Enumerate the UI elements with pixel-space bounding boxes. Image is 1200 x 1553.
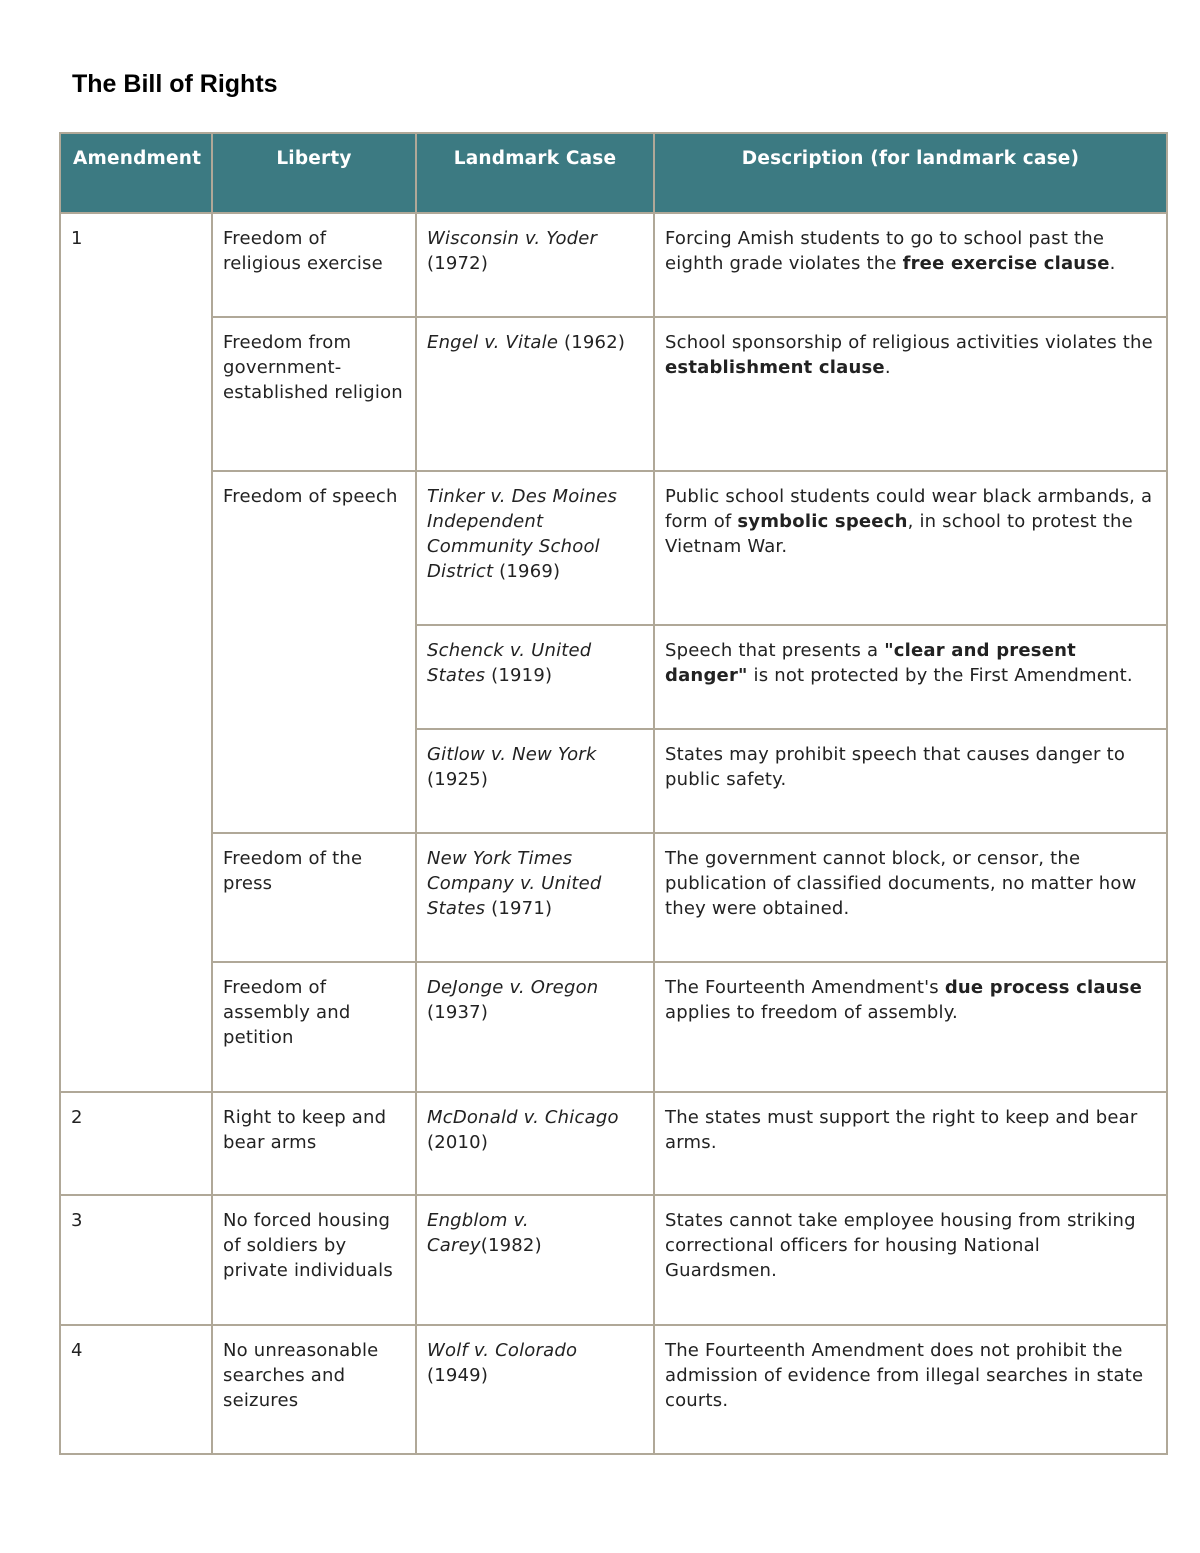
description-text: applies to freedom of assembly. xyxy=(665,1002,958,1023)
case-cell xyxy=(416,1325,654,1454)
case-cell xyxy=(416,317,654,471)
liberty-cell: No forced housing of soldiers by private individuals xyxy=(212,1195,416,1325)
description-text: States may prohibit speech that causes danger to public safety. xyxy=(665,744,1126,790)
description-cell xyxy=(654,1092,1167,1195)
case-name: McDonald v. Chicago xyxy=(427,1107,619,1128)
description-term: symbolic speech xyxy=(737,511,908,532)
description-text: Speech that presents a xyxy=(665,640,885,661)
description-text: The Fourteenth Amendment's xyxy=(665,977,945,998)
description-text: The government cannot block, or censor, the publication of classified documents, no matter how they were obtained. xyxy=(665,848,1137,919)
liberty-cell: Freedom from government-established religion xyxy=(212,317,416,471)
case-name: DeJonge v. Oregon xyxy=(427,977,599,998)
amendment-cell: 3 xyxy=(60,1195,212,1325)
liberty-cell: No unreasonable searches and seizures xyxy=(212,1325,416,1454)
liberty-cell: Freedom of religious exercise xyxy=(212,213,416,317)
table-row xyxy=(60,213,1167,317)
description-cell xyxy=(654,1195,1167,1325)
amendment-cell: 2 xyxy=(60,1092,212,1195)
case-cell xyxy=(416,625,654,729)
table-row xyxy=(60,471,1167,625)
liberty-cell: Freedom of the press xyxy=(212,833,416,962)
description-text: The states must support the right to keep and bear arms. xyxy=(665,1107,1138,1153)
case-cell xyxy=(416,1195,654,1325)
bill-of-rights-table xyxy=(59,132,1168,1455)
description-term: establishment clause xyxy=(665,357,885,378)
case-year: (1962) xyxy=(558,332,626,353)
case-year: (2010) xyxy=(427,1132,489,1153)
description-cell xyxy=(654,625,1167,729)
description-term: free exercise clause xyxy=(902,253,1110,274)
amendment-cell: 4 xyxy=(60,1325,212,1454)
case-name: Wisconsin v. Yoder xyxy=(427,228,598,249)
case-year: (1971) xyxy=(485,898,553,919)
case-name: Wolf v. Colorado xyxy=(427,1340,578,1361)
table-row xyxy=(60,1325,1167,1454)
liberty-cell: Freedom of assembly and petition xyxy=(212,962,416,1092)
case-year: (1919) xyxy=(485,665,553,686)
case-cell xyxy=(416,962,654,1092)
description-text: School sponsorship of religious activities violates the xyxy=(665,332,1153,353)
table-row xyxy=(60,1195,1167,1325)
liberty-cell: Freedom of speech xyxy=(212,471,416,833)
description-text: . xyxy=(884,357,891,378)
case-cell xyxy=(416,729,654,833)
description-term: "clear and present danger" xyxy=(665,640,1076,686)
description-cell xyxy=(654,471,1167,625)
description-cell xyxy=(654,317,1167,471)
amendment-cell: 1 xyxy=(60,213,212,1092)
liberty-cell: Right to keep and bear arms xyxy=(212,1092,416,1195)
description-cell xyxy=(654,962,1167,1092)
case-name: Engel v. Vitale xyxy=(427,332,559,353)
header-amendment: Amendment xyxy=(60,133,212,213)
case-year: (1949) xyxy=(427,1365,489,1386)
table-row xyxy=(60,1092,1167,1195)
table-row xyxy=(60,317,1167,471)
header-liberty: Liberty xyxy=(212,133,416,213)
case-cell xyxy=(416,1092,654,1195)
page-title: The Bill of Rights xyxy=(72,70,278,98)
description-cell xyxy=(654,729,1167,833)
description-cell xyxy=(654,213,1167,317)
description-cell xyxy=(654,833,1167,962)
case-cell xyxy=(416,213,654,317)
description-term: due process clause xyxy=(944,977,1143,998)
description-text: . xyxy=(1109,253,1116,274)
case-year: (1925) xyxy=(427,769,489,790)
header-description: Description (for landmark case) xyxy=(654,133,1167,213)
case-name: Gitlow v. New York xyxy=(427,744,597,765)
description-text: The Fourteenth Amendment does not prohibit the admission of evidence from illegal searches in state courts. xyxy=(665,1340,1144,1411)
header-landmark-case: Landmark Case xyxy=(416,133,654,213)
case-year: (1937) xyxy=(427,1002,489,1023)
case-cell xyxy=(416,833,654,962)
case-name: Tinker v. Des Moines Independent Community School District xyxy=(427,486,618,582)
table-row xyxy=(60,833,1167,962)
case-name: Schenck v. United States xyxy=(427,640,592,686)
description-text: States cannot take employee housing from striking correctional officers for housing National Guardsmen. xyxy=(665,1210,1136,1281)
case-cell xyxy=(416,471,654,625)
case-year: (1969) xyxy=(493,561,561,582)
header-row xyxy=(60,133,1167,213)
description-cell xyxy=(654,1325,1167,1454)
case-year: (1982) xyxy=(480,1235,542,1256)
case-name: Engblom v. Carey xyxy=(427,1210,529,1256)
table-row xyxy=(60,962,1167,1092)
description-text: Public school students could wear black armbands, a form of xyxy=(665,486,1153,532)
description-text: , in school to protest the Vietnam War. xyxy=(665,511,1133,557)
case-year: (1972) xyxy=(427,253,489,274)
description-text: is not protected by the First Amendment. xyxy=(747,665,1133,686)
case-name: New York Times Company v. United States xyxy=(427,848,602,919)
description-text: Forcing Amish students to go to school past the eighth grade violates the xyxy=(665,228,1105,274)
